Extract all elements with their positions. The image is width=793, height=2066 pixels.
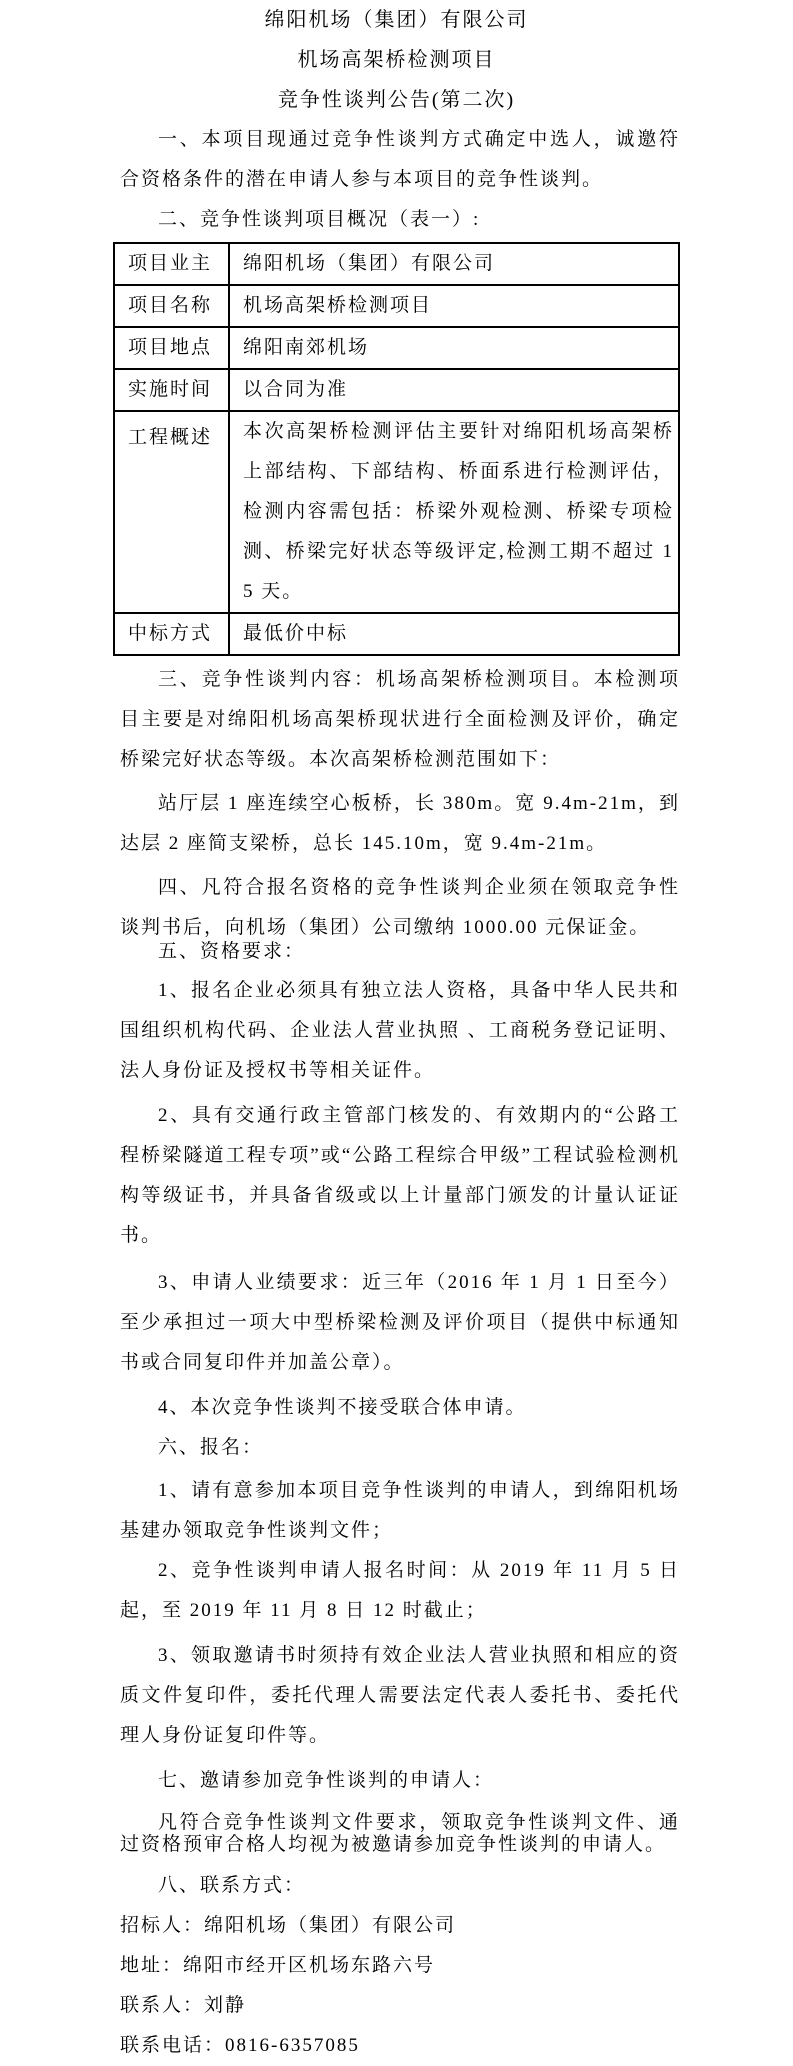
section-6-item-3: 3、领取邀请书时须持有效企业法人营业执照和相应的资质文件复印件，委托代理人需要法定代表人委托书、委托代理人身份证复印件等。 [120,1645,680,1746]
row-label: 项目业主 [114,243,229,285]
row-value: 绵阳南郊机场 [229,327,679,369]
row-label: 工程概述 [114,411,229,613]
section-5-item-1: 1、报名企业必须具有独立法人资格，具备中华人民共和国组织机构代码、企业法人营业执照 、工商税务登记证明、法人身份证及授权书等相关证件。 [120,980,680,1081]
section-5-item-3: 3、申请人业绩要求：近三年（2016 年 1 月 1 日至今）至少承担过一项大中型桥梁检测及评价项目（提供中标通知书或合同复印件并加盖公章）。 [120,1272,680,1373]
section-1-intro: 一、本项目现通过竞争性谈判方式确定中选人，诚邀符合资格条件的潜在申请人参与本项目的竞争性谈判。 [120,129,680,190]
row-value: 以合同为准 [229,369,679,411]
notice-title: 竞争性谈判公告(第二次) [277,89,516,111]
row-value: 本次高架桥检测评估主要针对绵阳机场高架桥上部结构、下部结构、桥面系进行检测评估，检测内容需包括：桥梁外观检测、桥梁专项检测、桥梁完好状态等级评定,检测工期不超过 15 天。 [229,411,679,613]
contact-phone: 联系电话：0816-6357085 [120,2035,360,2056]
document-content [113,0,680,2066]
section-8-heading: 八、联系方式： [158,1875,306,1896]
section-5-heading: 五、资格要求： [158,941,306,962]
row-value: 机场高架桥检测项目 [229,285,679,327]
section-5-item-4: 4、本次竞争性谈判不接受联合体申请。 [158,1397,527,1418]
section-3-scope: 站厅层 1 座连续空心板桥，长 380m。宽 9.4m-21m，到达层 2 座简支梁桥，总长 145.10m，宽 9.4m-21m。 [120,793,680,854]
table-row-award-method [114,613,679,655]
contact-person: 联系人：刘静 [120,1995,247,2016]
section-7-body: 凡符合竞争性谈判文件要求，领取竞争性谈判文件、通过资格预审合格人均视为被邀请参加竞争性谈判的申请人。 [120,1812,680,1855]
row-label: 项目地点 [114,327,229,369]
table-row-owner [114,243,679,285]
row-label: 中标方式 [114,613,229,655]
section-2-heading: 二、竞争性谈判项目概况（表一）: [158,209,481,230]
table-row-schedule [114,369,679,411]
table-row-overview [114,411,679,613]
project-overview-table [113,242,680,656]
section-5-item-2: 2、具有交通行政主管部门核发的、有效期内的“公路工程桥梁隧道工程专项”或“公路工程综合甲级”工程试验检测机构等级证书，并具备省级或以上计量部门颁发的计量认证证书。 [120,1105,680,1246]
row-value: 最低价中标 [229,613,679,655]
table-row-project-name [114,285,679,327]
contact-address: 地址：绵阳市经开区机场东路六号 [120,1955,436,1976]
project-title: 机场高架桥检测项目 [297,49,496,71]
section-6-item-2: 2、竞争性谈判申请人报名时间：从 2019 年 11 月 5 日起，至 2019 年 11 月 8 日 12 时截止； [120,1560,680,1621]
section-6-heading: 六、报名： [158,1437,264,1458]
section-3-content: 三、竞争性谈判内容：机场高架桥检测项目。本检测项目主要是对绵阳机场高架桥现状进行全面检测及评价，确定桥梁完好状态等级。本次高架桥检测范围如下： [120,669,680,770]
row-label: 项目名称 [114,285,229,327]
contact-tenderee: 招标人：绵阳机场（集团）有限公司 [120,1915,457,1936]
row-label: 实施时间 [114,369,229,411]
section-7-heading: 七、邀请参加竞争性谈判的申请人： [158,1770,495,1791]
table-row-location [114,327,679,369]
section-4-deposit: 四、凡符合报名资格的竞争性谈判企业须在领取竞争性谈判书后，向机场（集团）公司缴纳 1000.00 元保证金。 [120,877,680,938]
company-title: 绵阳机场（集团）有限公司 [264,9,529,31]
row-value: 绵阳机场（集团）有限公司 [229,243,679,285]
section-6-item-1: 1、请有意参加本项目竞争性谈判的申请人，到绵阳机场基建办领取竞争性谈判文件； [120,1480,680,1541]
